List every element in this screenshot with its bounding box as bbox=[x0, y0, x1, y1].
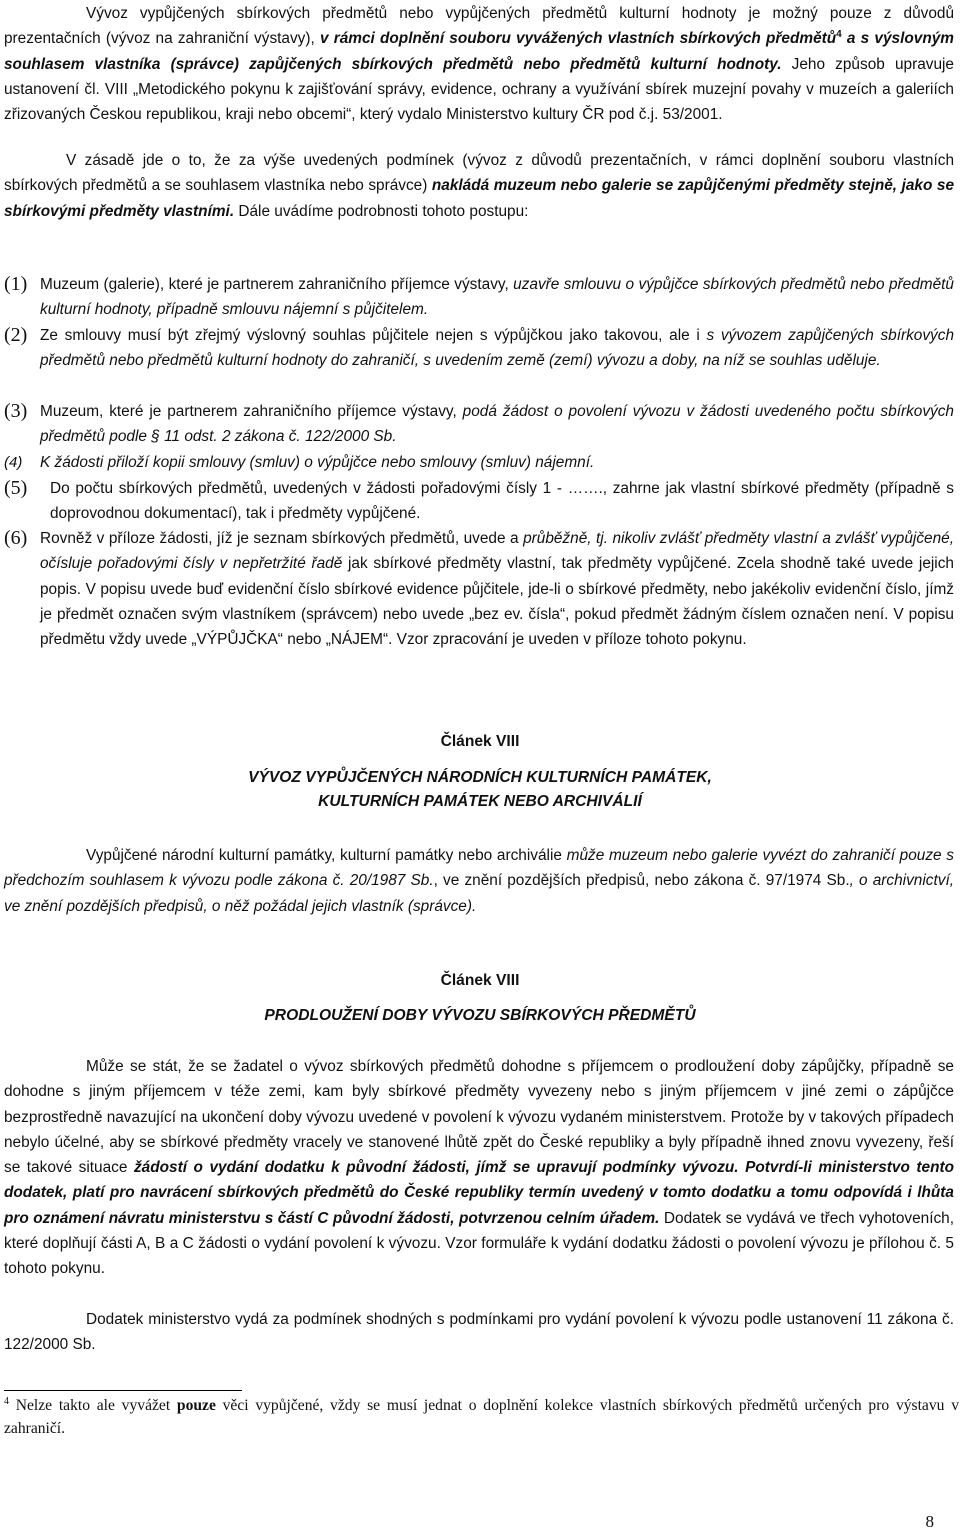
article-heading: Článek VIII bbox=[440, 972, 520, 989]
paragraph-principle: V zásadě jde o to, že za výše uvedených podmínek (vývoz z důvodů prezentačních, v rámci doplnění souboru vlastních sbírkových předmětů a se souhlasem vlastníka nebo správce) nakládá muzeum nebo galerie se zapůjčenými předměty stejně, jako se sbírkovými předměty vlastními. Dále uvádíme podrobnosti tohoto postupu: bbox=[4, 152, 955, 220]
article-heading: Článek VIII bbox=[440, 733, 520, 750]
list-number: (4) bbox=[4, 454, 23, 471]
list-item-3: (3) Muzeum, které je partnerem zahraničního příjemce výstavy, podá žádost o povolení vývozu v žádosti uvedeného počtu sbírkových předmětů podle § 11 odst. 2 zákona č. 122/2000 Sb. bbox=[4, 400, 954, 446]
footnote-mark: 4 bbox=[4, 1395, 9, 1407]
article-subtitle: PRODLOUŽENÍ DOBY VÝVOZU SBÍRKOVÝCH PŘEDMĚTŮ bbox=[264, 1007, 696, 1024]
paragraph-addendum: Dodatek ministerstvo vydá za podmínek shodných s podmínkami pro vydání povolení k vývozu podle ustanovení 11 zákona č. 122/2000 Sb. bbox=[4, 1311, 954, 1354]
list-number: (3) bbox=[4, 400, 28, 422]
article-subtitle: VÝVOZ VYPŮJČENÝCH NÁRODNÍCH KULTURNÍCH PAMÁTEK, bbox=[248, 769, 712, 786]
footnote-ref: 4 bbox=[836, 29, 842, 41]
list-number: (6) bbox=[4, 527, 28, 549]
list-number: (5) bbox=[4, 477, 28, 499]
list-number: (1) bbox=[4, 273, 28, 295]
list-item-6: (6) Rovněž v příloze žádosti, jíž je seznam sbírkových předmětů, uvede a průběžně, tj. nikoliv zvlášť předměty vlastní a zvlášť vypůjčené, očísluje pořadovými čísly v nepřetržité řadě jak sbírkové předměty vlastní, tak předměty vypůjčené. Zcela shodně také uvede jejich popis. V popisu uvede buď evidenční číslo sbírkové evidence půjčitele, jde-li o sbírkové předměty, nebo jakékoliv evidenční číslo, jímž je předmět označen svým vlastníkem (správcem) nebo uvede „bez ev. čísla“, pokud předmět žádným číslem označen není. V popisu předmětu vždy uvede „VÝPŮJČKA“ nebo „NÁJEM“. Vzor zpracování je uveden v příloze tohoto pokynu. bbox=[4, 527, 954, 649]
list-number: (2) bbox=[4, 324, 28, 346]
list-item-1: (1) Muzeum (galerie), které je partnerem zahraničního příjemce výstavy, uzavře smlouvu o výpůjčce sbírkových předmětů nebo předmětů kulturní hodnoty, případně smlouvu nájemní s půjčitelem. bbox=[4, 273, 954, 319]
article-subtitle: KULTURNÍCH PAMÁTEK NEBO ARCHIVÁLIÍ bbox=[318, 793, 642, 810]
list-item-5: (5) Do počtu sbírkových předmětů, uvedených v žádosti pořadovými čísly 1 - ……., zahrne jak vlastní sbírkové předměty (případně s doprovodnou dokumentací), tak i předměty vypůjčené. bbox=[4, 477, 954, 523]
footnote: $^4$ Nelze takto ale vyvážet pouze věci vypůjčené, vždy se musí jednat o doplnění kolekce vlastních sbírkových předmětů určených pro výstavu v zahraničí. bbox=[4, 1395, 959, 1437]
list-item-4: (4) K žádosti přiloží kopii smlouvy (smluv) o výpůjčce nebo smlouvy (smluv) nájemní. bbox=[4, 450, 954, 475]
list-item-2: (2) Ze smlouvy musí být zřejmý výslovný souhlas půjčitele nejen s výpůjčkou jako takovou, ale i s vývozem zapůjčených sbírkových předmětů nebo předmětů kulturní hodnoty do zahraničí, s uvedením země (zemí) vývozu a doby, na níž se souhlas uděluje. bbox=[4, 324, 955, 370]
paragraph-monuments-export: Vypůjčené národní kulturní památky, kulturní památky nebo archiválie může muzeum nebo galerie vyvézt do zahraničí pouze s předchozím souhlasem k vývozu podle zákona č. 20/1987 Sb., ve znění pozdějších předpisů, nebo zákona č. 97/1974 Sb., o archivnictví, ve znění pozdějších předpisů, o něž požádal jejich vlastník (správce). bbox=[4, 847, 954, 915]
paragraph-extension: Může se stát, že se žadatel o vývoz sbírkových předmětů dohodne s příjemcem o prodloužení doby zápůjčky, případně se dohodne s jiným příjemcem v téže zemi, kam byly sbírkové předměty vyvezeny nebo s jiným příjemcem v jiné zemi o zápůjčce bezprostředně navazující na ukončení doby vývozu uvedené v povolení k vývozu vydaném ministerstvem. Protože by v takových případech nebylo účelné, aby se sbírkové předměty vracely ve stanovené lhůtě zpět do České republiky a byly případně ihned znovu vyvezeny, řeší se takové situace žádostí o vydání dodatku k původní žádosti, jímž se upravují podmínky vývozu. Potvrdí-li ministerstvo tento dodatek, platí pro navrácení sbírkových předmětů do České republiky termín uvedený v tomto dodatku a tomu odpovídá i lhůta pro oznámení návratu ministerstvu s částí C původní žádosti, potvrzenou celním úřadem. Dodatek se vydává ve třech vyhotoveních, které doplňují části A, B a C žádosti o vydání povolení k vývozu. Vzor formuláře k vydání dodatku žádosti o povolení vývozu je přílohou č. 5 tohoto pokynu. bbox=[4, 1058, 954, 1278]
page-number: 8 bbox=[925, 1512, 934, 1531]
footnote-divider bbox=[4, 1390, 242, 1391]
paragraph-export-conditions: Vývoz vypůjčených sbírkových předmětů nebo vypůjčených předmětů kulturní hodnoty je možný pouze z důvodů prezentačních (vývoz na zahraniční výstavy), v rámci doplnění souboru vyvážených vlastních sbírkových předmětů$^4$ a s výslovným souhlasem vlastníka (správce) zapůjčených sbírkových předmětů nebo předmětů kulturní hodnoty. Jeho způsob upravuje ustanovení čl. VIII „Metodického pokynu k zajišťování správy, evidence, ochrany a využívání sbírek muzejní povahy v muzeích a galeriích zřizovaných Českou republikou, kraji nebo obcemi“, který vydalo Ministerstvo kultury ČR pod č.j. 53/2001. bbox=[4, 5, 954, 124]
